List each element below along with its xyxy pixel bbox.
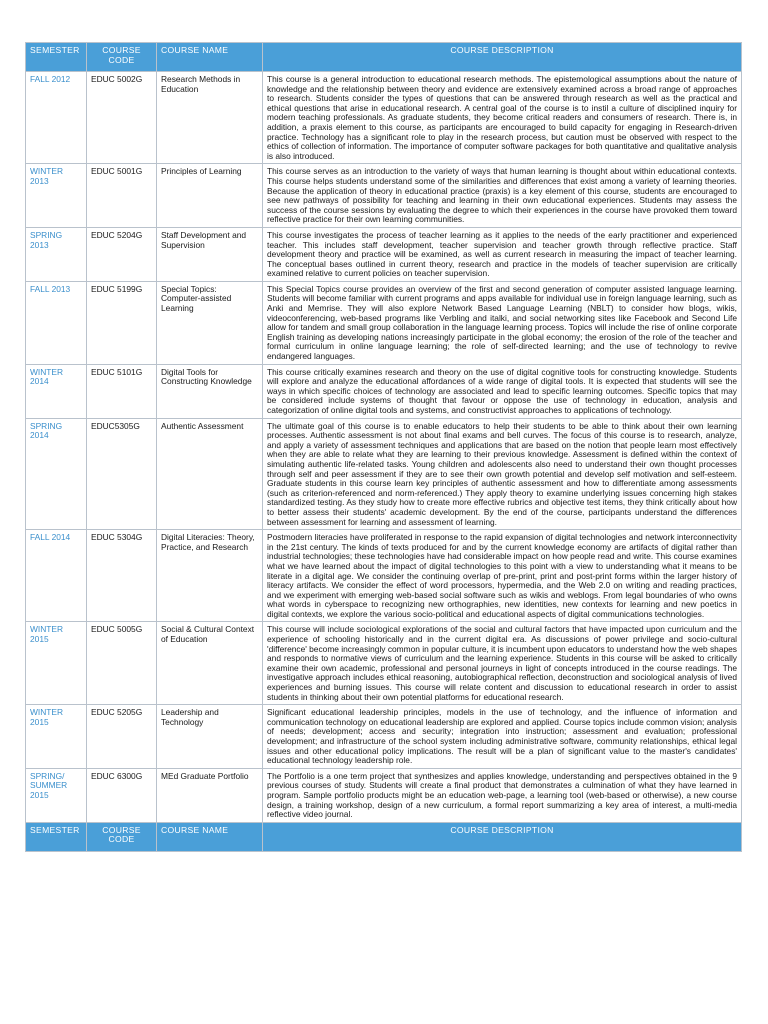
course-description-cell: The Portfolio is a one term project that synthesizes and applies knowledge, understanding and perspectives obtained in the 9 previous courses of study. Students will create a final product that demonstrates a culmination of what they have learned in program. Sample portfolio products might be an education web-page, a learning tool (web-based or otherwise), a new course design, a training workshop, design of a new curriculum, a formal report summarizing a key area of interest, a multi-media reflective video journal. [263,768,742,822]
table-row [26,164,742,228]
course-description-cell: Significant educational leadership principles, models in the use of technology, and the influence of information and communication technology on educational leadership are explored and applied. Course topics include common vision; analysis of needs; development; access and security; integration into instruction; assessment and evaluation; professional development; and infrastructure of the school system including administrative software, community relationships, ethical legal issues and other educational policy implications. The result will be a plan of significant value to the master's candidates' educational technology leadership role. [263,705,742,769]
course-description-cell: This course is a general introduction to educational research methods. The epistemological assumptions about the nature of knowledge and the relationship between theory and evidence are extensively examined across a broad range of approaches to research. Students consider the types of questions that can be answered through research as well as the practical and ethical questions that arise in educational research. A central goal of the course is to instil a culture of disciplined inquiry for modern teaching professionals. As graduate students, they become critical readers and consumers of research. There is, in addition, a praxis element to this course, as participants are encouraged to build capacity for engaging in Research-driven practice. Technology has a significant role to play in the research process, but caution must be observed with respect to the ethics of collection of information. The importance of computer software packages for both quantitative and qualitative analysis is also introduced. [263,72,742,164]
semester-cell: SPRING 2014 [26,418,87,530]
semester-cell: FALL 2013 [26,281,87,364]
course-name-cell: MEd Graduate Portfolio [157,768,263,822]
course-description-cell: The ultimate goal of this course is to enable educators to help their students to be able to think about their own learning processes. Authentic assessment is not about final exams and bell curves. The focus of this course is to research, analyze, and apply a variety of assessment techniques and applications that are based on the notion that people learn most effectively when they are able to relate what they are learning to their previous knowledge. Assessment is defined within the context of simulating authentic life-related tasks. Young children and adolescents also need to understand their own thought processes through self and peer assessment if they are to see their own growth potential and develop self motivation and self-esteem. Graduate students in this course learn key principles of authentic assessment and how to differentiate among assessments (such as criterion-referenced and norm-referenced.) They apply theory to examine underlying issues concerning high stakes standardized testing. As they study how to create more effective rubrics and objective test items, they think critically about how to better assess their students' academic development. By the end of the course, participants understand the differences between assessment for learning and assessment of learning. [263,418,742,530]
course-code-cell: EDUC 5199G [87,281,157,364]
course-code-cell: EDUC 5204G [87,227,157,281]
course-code-cell: EDUC5305G [87,418,157,530]
course-name-cell: Digital Literacies: Theory, Practice, and Research [157,530,263,622]
semester-cell: WINTER 2015 [26,705,87,769]
course-table [25,42,742,852]
semester-cell: FALL 2012 [26,72,87,164]
table-row [26,705,742,769]
table-row [26,530,742,622]
course-name-cell: Leadership and Technology [157,705,263,769]
course-description-cell: This course critically examines research and theory on the use of digital cognitive tools for constructing knowledge. Students will explore and analyze the educational affordances of a wide range of digital tools. It is expected that students will see the ways in which specific choices of technology are associated and lead to specific learning outcomes. Specific topics that may be considered include systems of thought that favour or oppose the use of technology in education, analysis and categorization of online digital tools and systems, and constructivist approaches to applications of technology. [263,364,742,418]
table-row [26,364,742,418]
course-name-cell: Research Methods in Education [157,72,263,164]
course-name-cell: Special Topics: Computer-assisted Learning [157,281,263,364]
semester-header: SEMESTER [26,43,87,72]
course-name-cell: Principles of Learning [157,164,263,228]
course-description-cell: This course will include sociological explorations of the social and cultural factors that have impacted upon curriculum and the experience of schooling historically and in the current digital era. As discussions of power privilege and socio-cultural 'difference' become increasingly common in popular culture, it is incumbent upon educators to understand how the web shapes and responds to normative views of curriculum and the learning experience. Students in this course will be asked to critically examine their own academic, professional and personal journeys in light of concepts introduced in the course readings. The investigative approach includes ethical reasoning, autobiographical reflection, deconstruction and sociological analysis of lived experiences and burning issues. This course will relate content and discussion to educational research in order to assist students in thinking about their own potential platforms for educational research. [263,622,742,705]
semester-cell: SPRING/ SUMMER 2015 [26,768,87,822]
semester-cell: WINTER 2013 [26,164,87,228]
course-description-cell: This Special Topics course provides an overview of the first and second generation of computer assisted language learning. Students will become familiar with current programs and apps available for individual use in foreign language learning, such as Anki and Memrise. They will also explore Network Based Language Learning (NBLT) to consider how blogs, wikis, videoconferencing, web-based programs like Verbling and italki, and social networking sites like Facebook and Second Life allow for tandem and small group collaboration in the language learning process. Topics will include the rise of online corporate English training as developing nations increasingly participate in the global economy; the erosion of the role of the teacher and formal curriculum in online language learning; the role of self-directed learning; and the use of technology to revive endangered languages. [263,281,742,364]
table-row [26,72,742,164]
course-code-cell: EDUC 5205G [87,705,157,769]
course-name-header: COURSE NAME [157,43,263,72]
semester-cell: SPRING 2013 [26,227,87,281]
course-description-cell: Postmodern literacies have proliferated in response to the rapid expansion of digital technologies and network interconnectivity in the 21st century. The kinds of texts produced for and by the current knowledge economy are artifacts of digital rather than industrial technologies; these technologies have had considerable impact on how people read and write. This course examines what we have learned about the impact of digital technologies to this point with a view to understanding what it means to be literate in a digital age. We consider the continuing overlap of pre-print, print and post-print forms within the larger history of literacy artifacts. We consider the effect of word processors, hypermedia, and the Web 2.0 on writing and reading practices, and we experiment with emerging web-based social software such as wikis and weblogs. From legal boundaries of who owns what words in cyberspace to recognizing new orthographies, new identities, new contexts for learning and new poetics in digital contexts, we explore the various socio-political and educational aspects of digital communications technologies. [263,530,742,622]
table-header-row [26,43,742,72]
course-code-cell: EDUC 6300G [87,768,157,822]
course-name-cell: Staff Development and Supervision [157,227,263,281]
course-description-header: COURSE DESCRIPTION [263,43,742,72]
course-code-footer: COURSE CODE [87,822,157,851]
course-code-cell: EDUC 5005G [87,622,157,705]
table-row [26,281,742,364]
course-name-cell: Digital Tools for Constructing Knowledge [157,364,263,418]
course-name-cell: Authentic Assessment [157,418,263,530]
course-description-cell: This course serves as an introduction to the variety of ways that human learning is thought about within educational contexts. This course helps students understand some of the similarities and differences that exist among a variety of learning theories. Because the application of theory in educational practice (praxis) is a key element of this course, students are encouraged to see new pathways of possibility for teaching and learning in their own educational experiences. Students may assess the success of the course sessions by evaluating the degree to which their experiences in the course have provoked them toward reflective practice for their own learning communities. [263,164,742,228]
course-description-cell: This course investigates the process of teacher learning as it applies to the needs of the early practitioner and experienced teacher. This includes staff development, teacher supervision and teacher growth through reflective practice. Staff development theory and practice will be examined, as well as current research in measuring the impact of teacher learning. The conceptual bases outlined in current theory, research and practice in the models of teacher supervision are critically examined relative to current policies on teacher supervision. [263,227,742,281]
course-name-cell: Social & Cultural Context of Education [157,622,263,705]
table-row [26,622,742,705]
course-code-header: COURSE CODE [87,43,157,72]
semester-cell: FALL 2014 [26,530,87,622]
semester-footer: SEMESTER [26,822,87,851]
course-code-cell: EDUC 5002G [87,72,157,164]
course-code-cell: EDUC 5101G [87,364,157,418]
course-code-cell: EDUC 5304G [87,530,157,622]
table-row [26,768,742,822]
course-code-cell: EDUC 5001G [87,164,157,228]
table-row [26,227,742,281]
course-name-footer: COURSE NAME [157,822,263,851]
table-footer-row [26,822,742,851]
course-description-footer: COURSE DESCRIPTION [263,822,742,851]
semester-cell: WINTER 2015 [26,622,87,705]
table-row [26,418,742,530]
semester-cell: WINTER 2014 [26,364,87,418]
